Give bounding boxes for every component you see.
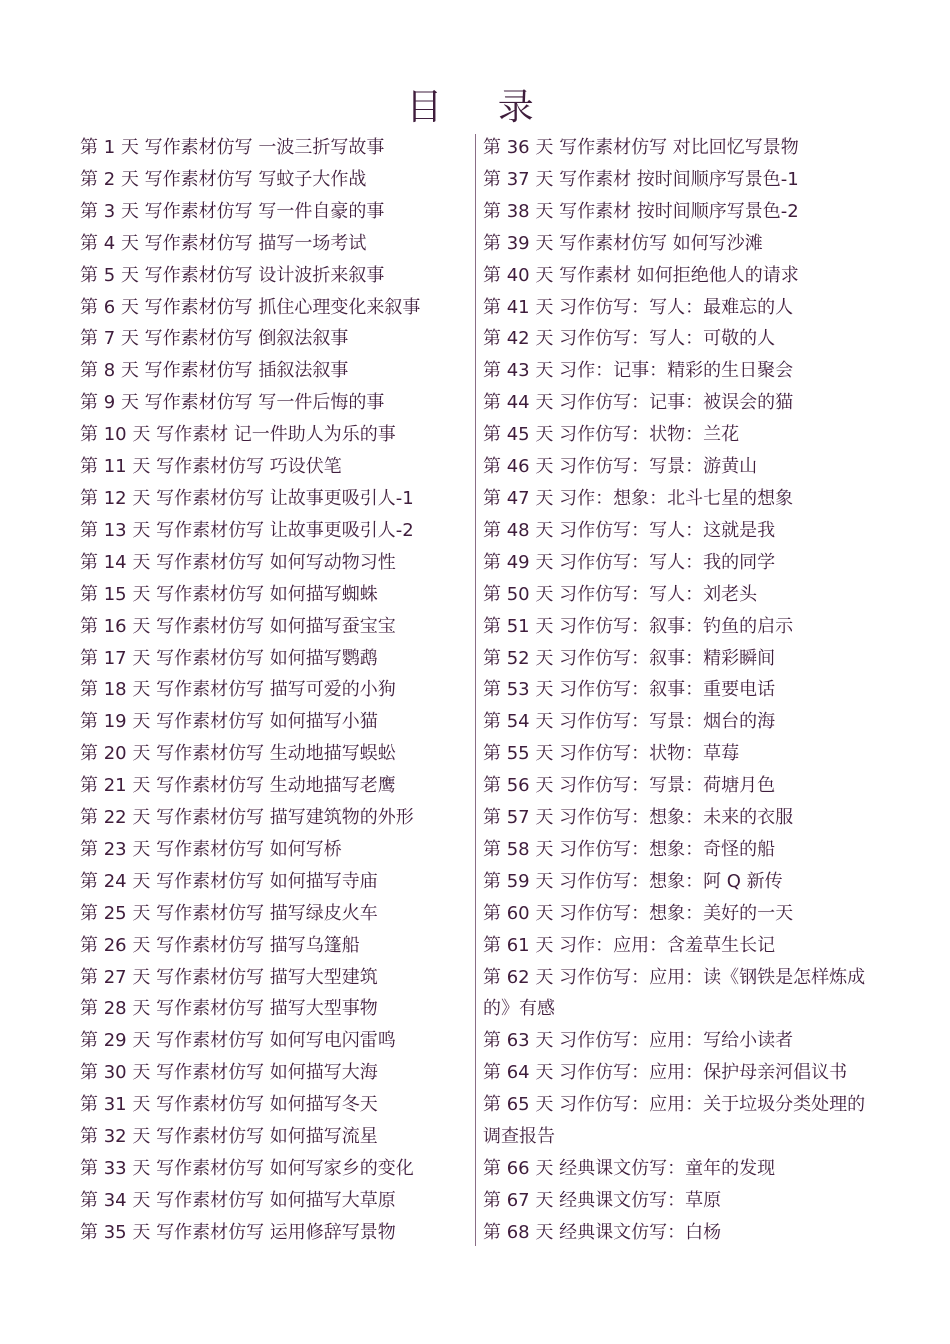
toc-entry[interactable]: 第 11 天 写作素材仿写 巧设伏笔 [80,456,342,478]
toc-entry[interactable]: 第 22 天 写作素材仿写 描写建筑物的外形 [80,807,414,829]
toc-entry[interactable]: 第 27 天 写作素材仿写 描写大型建筑 [80,966,378,988]
toc-entry[interactable]: 第 20 天 写作素材仿写 生动地描写蜈蚣 [80,743,396,765]
toc-entry[interactable]: 第 28 天 写作素材仿写 描写大型事物 [80,998,378,1020]
toc-entry[interactable]: 第 24 天 写作素材仿写 如何描写寺庙 [80,870,378,892]
toc-entry[interactable]: 第 19 天 写作素材仿写 如何描写小猫 [80,711,378,733]
toc-entry[interactable]: 第 47 天 习作：想象：北斗七星的想象 [483,487,794,509]
toc-entry[interactable]: 第 48 天 习作仿写：写人：这就是我 [483,519,776,541]
toc-entry[interactable]: 第 4 天 写作素材仿写 描写一场考试 [80,232,367,254]
toc-entry[interactable]: 第 61 天 习作：应用：含羞草生长记 [483,934,776,956]
toc-entry[interactable]: 第 13 天 写作素材仿写 让故事更吸引人-2 [80,519,414,541]
toc-entry[interactable]: 第 32 天 写作素材仿写 如何描写流星 [80,1126,378,1148]
toc-entry[interactable]: 第 7 天 写作素材仿写 倒叙法叙事 [80,328,349,350]
toc-entry[interactable]: 第 50 天 习作仿写：写人：刘老头 [483,583,758,605]
toc-entry[interactable]: 第 66 天 经典课文仿写：童年的发现 [483,1158,776,1179]
toc-entry[interactable]: 第 68 天 经典课文仿写：白杨 [483,1221,722,1243]
toc-entry[interactable]: 第 57 天 习作仿写：想象：未来的衣服 [483,807,794,829]
toc-entry[interactable]: 第 34 天 写作素材仿写 如何描写大草原 [80,1189,396,1211]
toc-entry[interactable]: 第 29 天 写作素材仿写 如何写电闪雷鸣 [80,1030,396,1052]
toc-entry[interactable]: 第 26 天 写作素材仿写 描写乌篷船 [80,934,360,956]
toc-entry[interactable]: 第 17 天 写作素材仿写 如何描写鹦鹉 [80,647,378,669]
toc-entry[interactable]: 第 60 天 习作仿写：想象：美好的一天 [483,902,794,924]
toc-entry[interactable]: 第 59 天 习作仿写：想象：阿 Q 新传 [483,870,783,892]
toc-entry[interactable]: 第 12 天 写作素材仿写 让故事更吸引人-1 [80,487,414,509]
toc-entry[interactable]: 第 5 天 写作素材仿写 设计波折来叙事 [80,264,385,286]
toc-entry[interactable]: 第 49 天 习作仿写：写人：我的同学 [483,551,776,573]
toc-entry[interactable]: 第 39 天 写作素材仿写 如何写沙滩 [483,232,763,254]
toc-entry[interactable]: 第 9 天 写作素材仿写 写一件后悔的事 [80,392,385,414]
toc-entry[interactable]: 第 36 天 写作素材仿写 对比回忆写景物 [483,137,799,158]
toc-entry[interactable]: 第 37 天 写作素材 按时间顺序写景色-1 [483,168,799,190]
toc-entry[interactable]: 第 56 天 习作仿写：写景：荷塘月色 [483,775,776,797]
toc-entry[interactable]: 第 21 天 写作素材仿写 生动地描写老鹰 [80,775,396,797]
toc-entry[interactable]: 第 1 天 写作素材仿写 一波三折写故事 [80,137,385,158]
toc-entry[interactable]: 第 67 天 经典课文仿写：草原 [483,1189,722,1211]
toc-entry[interactable]: 第 40 天 写作素材 如何拒绝他人的请求 [483,264,799,286]
toc-entry[interactable]: 第 18 天 写作素材仿写 描写可爱的小狗 [80,679,396,701]
toc-entry[interactable]: 第 8 天 写作素材仿写 插叙法叙事 [80,360,349,382]
toc-entry[interactable]: 第 6 天 写作素材仿写 抓住心理变化来叙事 [80,296,421,318]
toc-entry[interactable]: 第 25 天 写作素材仿写 描写绿皮火车 [80,902,378,924]
toc-entry[interactable]: 第 3 天 写作素材仿写 写一件自豪的事 [80,200,385,222]
toc-entry[interactable]: 第 53 天 习作仿写：叙事：重要电话 [483,679,776,701]
toc-entry[interactable]: 第 35 天 写作素材仿写 运用修辞写景物 [80,1221,396,1243]
toc-entry[interactable]: 第 44 天 习作仿写：记事：被误会的猫 [483,392,794,414]
toc-entry[interactable]: 第 15 天 写作素材仿写 如何描写蜘蛛 [80,583,378,605]
toc-entry[interactable]: 第 30 天 写作素材仿写 如何描写大海 [80,1062,378,1084]
toc-entry[interactable]: 第 62 天 习作仿写：应用：读《钢铁是怎样炼成的》有感 [483,966,866,1020]
toc-entry[interactable]: 第 54 天 习作仿写：写景：烟台的海 [483,711,776,733]
toc-entry[interactable]: 第 51 天 习作仿写：叙事：钓鱼的启示 [483,615,794,637]
toc-entry[interactable]: 第 42 天 习作仿写：写人：可敬的人 [483,328,776,350]
toc-entry[interactable]: 第 63 天 习作仿写：应用：写给小读者 [483,1030,794,1052]
toc-entry[interactable]: 第 14 天 写作素材仿写 如何写动物习性 [80,551,396,573]
toc-entry[interactable]: 第 52 天 习作仿写：叙事：精彩瞬间 [483,647,776,669]
toc-entry[interactable]: 第 10 天 写作素材 记一件助人为乐的事 [80,424,396,446]
toc-entry[interactable]: 第 45 天 习作仿写：状物：兰花 [483,424,740,446]
toc-entry[interactable]: 第 31 天 写作素材仿写 如何描写冬天 [80,1094,378,1116]
toc-entry[interactable]: 第 65 天 习作仿写：应用：关于垃圾分类处理的调查报告 [483,1094,866,1148]
toc-entry[interactable]: 第 16 天 写作素材仿写 如何描写蚕宝宝 [80,615,396,637]
toc-entry[interactable]: 第 41 天 习作仿写：写人：最难忘的人 [483,296,794,318]
toc-entry[interactable]: 第 58 天 习作仿写：想象：奇怪的船 [483,838,776,860]
toc-entry[interactable]: 第 2 天 写作素材仿写 写蚊子大作战 [80,168,367,190]
toc-entry[interactable]: 第 33 天 写作素材仿写 如何写家乡的变化 [80,1158,414,1179]
toc-left-column [80,132,470,1249]
toc-entry[interactable]: 第 38 天 写作素材 按时间顺序写景色-2 [483,200,799,222]
page-title: 目 录 [406,87,556,128]
column-divider [475,134,476,1246]
toc-entry[interactable]: 第 23 天 写作素材仿写 如何写桥 [80,838,342,860]
toc-entry[interactable]: 第 43 天 习作：记事：精彩的生日聚会 [483,360,794,382]
toc-entry[interactable]: 第 55 天 习作仿写：状物：草莓 [483,743,740,765]
toc-right-column [483,132,883,1249]
toc-entry[interactable]: 第 46 天 习作仿写：写景：游黄山 [483,456,758,478]
toc-entry[interactable]: 第 64 天 习作仿写：应用：保护母亲河倡议书 [483,1062,848,1084]
